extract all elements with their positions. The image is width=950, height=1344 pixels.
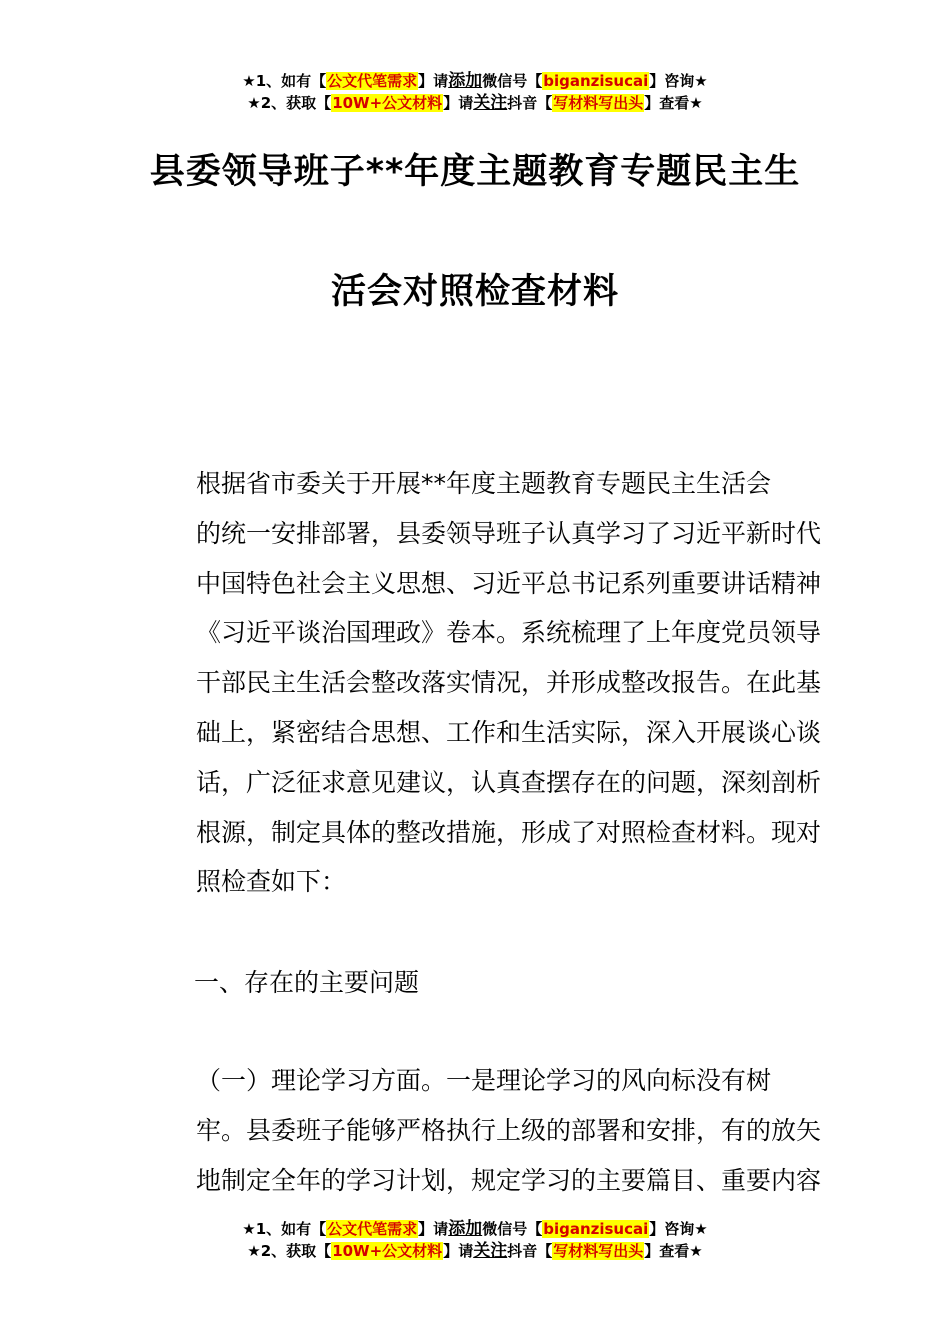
promo-text: 微信号【 xyxy=(482,1220,543,1238)
promo-text: 】咨询★ xyxy=(649,72,708,90)
paragraph-line: （一）理论学习方面。一是理论学习的风向标没有树 xyxy=(196,1066,772,1095)
paragraph-line: 干部民主生活会整改落实情况，并形成整改报告。在此基 xyxy=(196,668,822,698)
promo-text: 抖音【 xyxy=(507,94,553,112)
paragraph-line: 照检查如下： xyxy=(196,867,347,897)
promo-text: 】查看★ xyxy=(644,94,703,112)
document-title-line-2: 活会对照检查材料 xyxy=(330,272,619,312)
promo-text: 】请 xyxy=(418,1220,449,1238)
paragraph-line: 础上，紧密结合思想、工作和生活实际，深入开展谈心谈 xyxy=(196,717,822,747)
promo-text: 】咨询★ xyxy=(649,1220,708,1238)
promo-text: 微信号【 xyxy=(482,72,543,90)
promo-highlight: 公文代笔需求 xyxy=(327,1220,418,1238)
promo-highlight-wechat-id: biganzisucai xyxy=(543,1220,649,1238)
promo-line-1 xyxy=(0,1218,950,1240)
paragraph-line: 牢。县委班子能够严格执行上级的部署和安排，有的放矢 xyxy=(196,1115,822,1145)
promo-text: ★1、如有【 xyxy=(242,1220,327,1238)
promo-highlight-douyin-id: 写材料写出头 xyxy=(553,1242,644,1260)
promo-banner-bottom xyxy=(0,1218,950,1262)
promo-text: 】请 xyxy=(443,94,474,112)
promo-underlined: 关注 xyxy=(473,93,508,113)
paragraph-line: 《习近平谈治国理政》卷本。系统梳理了上年度党员领导 xyxy=(196,618,822,648)
promo-text: 抖音【 xyxy=(507,1242,553,1260)
document-title-line-1: 县委领导班子**年度主题教育专题民主生 xyxy=(149,152,801,192)
promo-text: ★1、如有【 xyxy=(242,72,327,90)
paragraph-line: 地制定全年的学习计划，规定学习的主要篇目、重要内容 xyxy=(196,1165,822,1195)
promo-text: ★2、获取【 xyxy=(247,1242,332,1260)
promo-text: 】请 xyxy=(418,72,449,90)
promo-highlight-douyin-id: 写材料写出头 xyxy=(553,94,644,112)
theory-study-paragraph xyxy=(144,1056,822,1205)
promo-text: ★2、获取【 xyxy=(247,94,332,112)
promo-line-2 xyxy=(0,92,950,114)
promo-line-2 xyxy=(0,1240,950,1262)
promo-underlined: 添加 xyxy=(448,71,483,91)
paragraph-line: 的统一安排部署，县委领导班子认真学习了习近平新时代 xyxy=(196,518,822,548)
promo-banner-top xyxy=(0,70,950,114)
promo-highlight-wechat-id: biganzisucai xyxy=(543,72,649,90)
section-heading: 一、存在的主要问题 xyxy=(194,968,420,997)
paragraph-line: 根据省市委关于开展**年度主题教育专题民主生活会 xyxy=(196,469,772,498)
promo-underlined: 添加 xyxy=(448,1219,483,1239)
paragraph-line: 根源，制定具体的整改措施，形成了对照检查材料。现对 xyxy=(196,817,822,847)
promo-line-1 xyxy=(0,70,950,92)
paragraph-line: 中国特色社会主义思想、习近平总书记系列重要讲话精神 xyxy=(196,568,822,598)
promo-text: 】查看★ xyxy=(644,1242,703,1260)
intro-paragraph xyxy=(144,459,822,907)
promo-highlight: 10W+公文材料 xyxy=(332,94,443,112)
promo-text: 】请 xyxy=(443,1242,474,1260)
promo-underlined: 关注 xyxy=(473,1241,508,1261)
promo-highlight: 公文代笔需求 xyxy=(327,72,418,90)
paragraph-line: 话，广泛征求意见建议，认真查摆存在的问题，深刻剖析 xyxy=(196,767,822,797)
promo-highlight: 10W+公文材料 xyxy=(332,1242,443,1260)
